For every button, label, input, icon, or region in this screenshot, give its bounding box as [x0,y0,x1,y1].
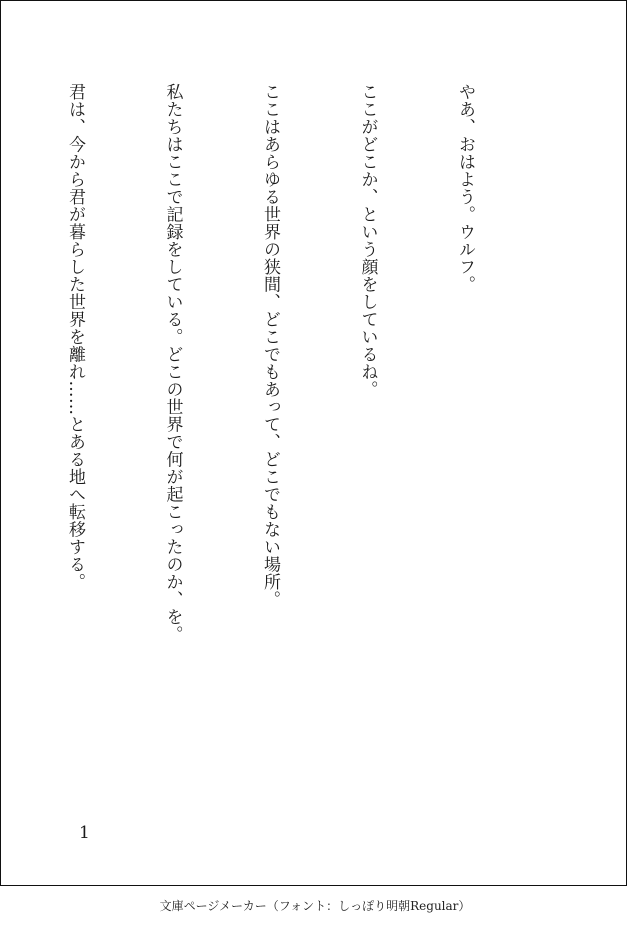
text-line: 私たちはここで記録をしている。どこの世界で何が起こったのか、を。 [162,83,183,643]
footer-caption: 文庫ページメーカー（フォント：しっぽり明朝Regular） [159,899,471,913]
body-text [0,83,546,853]
text-line: ここはあらゆる世界の狭間、どこでもあって、どこでもない場所。 [260,83,280,608]
text-line: ここがどこか、という顔をしているね。 [357,83,378,398]
text-line: やあ、おはよう。ウルフ。 [455,83,475,293]
page-number: 1 [79,823,90,843]
text-line: 君は、今から君が暮らした世界を離れ……とある地へ転移する。 [65,83,85,591]
